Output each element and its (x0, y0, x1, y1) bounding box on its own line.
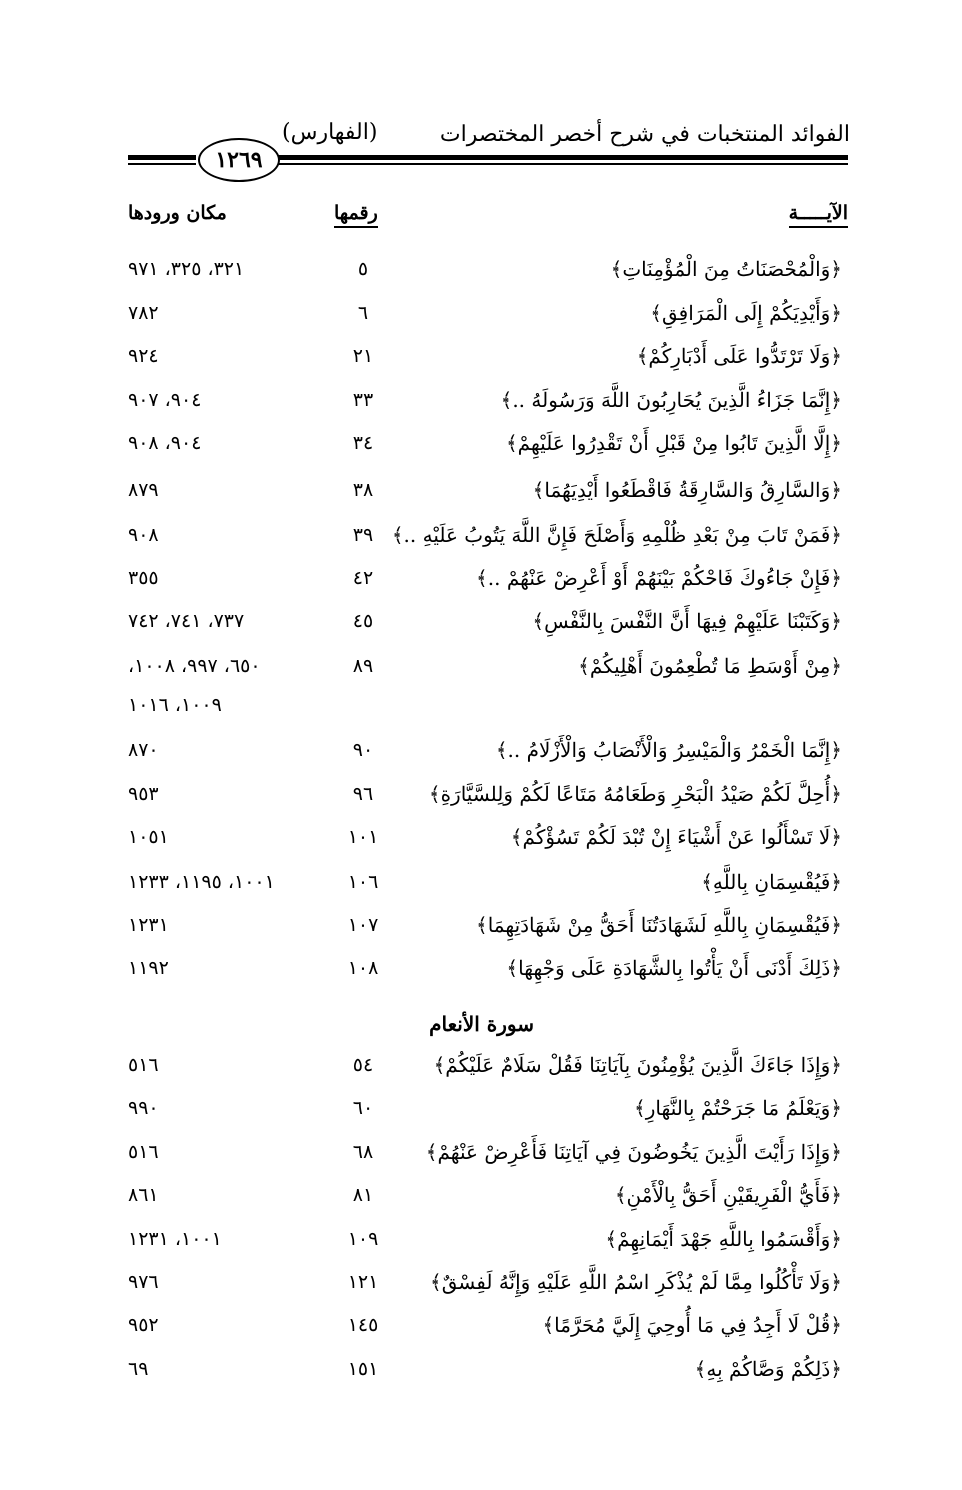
ayah-text: ﴿وَالسَّارِقُ وَالسَّارِقَةُ فَاقْطَعُوا أَيْدِيَهُمَا﴾ (532, 478, 842, 502)
ayah-number: ١٤٥ (347, 1314, 379, 1336)
page-locations: ٩٥٣ (128, 783, 159, 805)
ayah-text: ﴿إِلَّا الَّذِينَ تَابُوا مِنْ قَبْلِ أَنْ تَقْدِرُوا عَلَيْهِمْ﴾ (505, 431, 842, 455)
ayah-number: ٣٨ (352, 479, 374, 501)
page-locations: ١١٩٢ (128, 957, 169, 979)
surah-heading: سورة الأنعام (429, 1012, 534, 1036)
section-title: (الفهارس) (282, 120, 378, 145)
ayah-number: ١٠٩ (347, 1228, 379, 1250)
page-locations: ٦٩ (128, 1358, 149, 1380)
page-locations: ٩٥٢ (128, 1314, 159, 1336)
ayah-text: ﴿وَلَا تَأْكُلُوا مِمَّا لَمْ يُذْكَرِ اسْمُ اللَّهِ عَلَيْهِ وَإِنَّهُ لَفِسْقٌ﴾ (430, 1270, 842, 1294)
ayah-text: ﴿وَأَقْسَمُوا بِاللَّهِ جَهْدَ أَيْمَانِهِمْ﴾ (605, 1227, 842, 1251)
ayah-number: ١٠٦ (347, 871, 379, 893)
ayah-text: ﴿إِنَّمَا الْخَمْرُ وَالْمَيْسِرُ وَالْأَنْصَابُ وَالْأَزْلَامُ ..﴾ (495, 738, 842, 762)
ayah-text: ﴿وَإِذَا رَأَيْتَ الَّذِينَ يَخُوضُونَ فِي آيَاتِنَا فَأَعْرِضْ عَنْهُمْ﴾ (425, 1140, 842, 1164)
ayah-number: ١٢١ (347, 1271, 379, 1293)
column-header-ayah: الآيـــــة (789, 202, 848, 228)
page-locations: ٣٢١، ٣٢٥، ٩٧١ (128, 258, 245, 280)
ayah-text: ﴿مِنْ أَوْسَطِ مَا تُطْعِمُونَ أَهْلِيكُمْ﴾ (578, 654, 842, 678)
ayah-text: ﴿وَلَا تَرْتَدُّوا عَلَى أَدْبَارِكُمْ﴾ (636, 344, 842, 368)
page-locations: ٥١٦ (128, 1141, 159, 1163)
page-locations: ٦٥٠، ٩٩٧، ١٠٠٨، (128, 655, 261, 677)
ayah-number: ٦ (357, 302, 369, 324)
ayah-number: ٨١ (352, 1184, 374, 1206)
page-locations: ١٠٠١، ١٢٣١ (128, 1228, 222, 1250)
page-locations: ١٢٣١ (128, 914, 169, 936)
page-locations: ٧٣٧، ٧٤١، ٧٤٢ (128, 610, 245, 632)
page-locations: ١٠٠٩، ١٠١٦ (128, 694, 222, 716)
ayah-number: ٥٤ (352, 1054, 374, 1076)
header-rule-right-thick (278, 155, 848, 160)
ayah-text: ﴿فَأَيُّ الْفَرِيقَيْنِ أَحَقُّ بِالْأَمْنِ﴾ (614, 1183, 842, 1207)
header-rule-left-thin (128, 163, 196, 165)
ayah-text: ﴿ذَلِكُمْ وَصَّاكُمْ بِهِ﴾ (694, 1357, 842, 1381)
ayah-number: ٩٠ (352, 739, 374, 761)
ayah-text: ﴿فَمَنْ تَابَ مِنْ بَعْدِ ظُلْمِهِ وَأَصْلَحَ فَإِنَّ اللَّهَ يَتُوبُ عَلَيْهِ ..﴾ (391, 523, 842, 547)
ayah-number: ٤٢ (352, 567, 374, 589)
ayah-number: ٣٣ (352, 389, 374, 411)
ayah-text: ﴿وَالْمُحْصَنَاتُ مِنَ الْمُؤْمِنَاتِ﴾ (610, 257, 842, 281)
page-locations: ١٠٠١، ١١٩٥، ١٢٣٣ (128, 871, 275, 893)
ayah-number: ٩٦ (352, 783, 374, 805)
page-locations: ٩٠٤، ٩٠٧ (128, 389, 202, 411)
page-locations: ٧٨٢ (128, 302, 159, 324)
header-rule-left-thick (128, 155, 196, 160)
ayah-number: ٣٩ (352, 524, 374, 546)
ayah-number: ٢١ (352, 345, 374, 367)
ayah-text: ﴿وَأَيْدِيَكُمْ إِلَى الْمَرَافِقِ﴾ (650, 301, 842, 325)
ayah-text: ﴿إِنَّمَا جَزَاءُ الَّذِينَ يُحَارِبُونَ اللَّهَ وَرَسُولَهُ ..﴾ (500, 388, 842, 412)
ayah-text: ﴿وَإِذَا جَاءَكَ الَّذِينَ يُؤْمِنُونَ بِآيَاتِنَا فَقُلْ سَلَامٌ عَلَيْكُمْ﴾ (433, 1053, 842, 1077)
column-header-number: رقمها (334, 202, 378, 228)
ayah-text: ﴿قُلْ لَا أَجِدُ فِي مَا أُوحِيَ إِلَيَّ مُحَرَّمًا﴾ (542, 1313, 842, 1337)
ayah-number: ١٠٨ (347, 957, 379, 979)
ayah-text: ﴿فَإِنْ جَاءُوكَ فَاحْكُمْ بَيْنَهُمْ أَوْ أَعْرِضْ عَنْهُمْ ..﴾ (476, 566, 842, 590)
ayah-number: ٤٥ (352, 610, 374, 632)
ayah-text: ﴿فَيُقْسِمَانِ بِاللَّهِ لَشَهَادَتُنَا أَحَقُّ مِنْ شَهَادَتِهِمَا﴾ (475, 913, 842, 937)
page-locations: ٩٧٦ (128, 1271, 159, 1293)
ayah-text: ﴿وَيَعْلَمُ مَا جَرَحْتُمْ بِالنَّهَارِ﴾ (634, 1096, 842, 1120)
ayah-number: ١٥١ (347, 1358, 379, 1380)
page-locations: ٨٦١ (128, 1184, 159, 1206)
page-locations: ٩٠٤، ٩٠٨ (128, 432, 202, 454)
ayah-text: ﴿أُحِلَّ لَكُمْ صَيْدُ الْبَحْرِ وَطَعَامُهُ مَتَاعًا لَكُمْ وَلِلسَّيَّارَةِ﴾ (428, 782, 842, 806)
ayah-text: ﴿وَكَتَبْنَا عَلَيْهِمْ فِيهَا أَنَّ النَّفْسَ بِالنَّفْسِ﴾ (532, 609, 842, 633)
column-header-location: مكان ورودها (128, 202, 227, 224)
page-locations: ١٠٥١ (128, 826, 169, 848)
ayah-text: ﴿ذَلِكَ أَدْنَى أَنْ يَأْتُوا بِالشَّهَادَةِ عَلَى وَجْهِهَا﴾ (506, 956, 842, 980)
page-locations: ٨٧٠ (128, 739, 159, 761)
ayah-number: ١٠٧ (347, 914, 379, 936)
page-locations: ٥١٦ (128, 1054, 159, 1076)
ayah-text: ﴿لَا تَسْأَلُوا عَنْ أَشْيَاءَ إِنْ تُبْدَ لَكُمْ تَسُؤْكُمْ﴾ (510, 825, 842, 849)
ayah-number: ٦٠ (352, 1097, 374, 1119)
page-locations: ٩٩٠ (128, 1097, 159, 1119)
page-number: ١٢٦٩ (198, 138, 280, 182)
header-rule-right-thin (278, 163, 848, 165)
page-locations: ٨٧٩ (128, 479, 159, 501)
ayah-number: ٨٩ (352, 655, 374, 677)
ayah-text: ﴿فَيُقْسِمَانِ بِاللَّهِ﴾ (701, 870, 842, 894)
page-locations: ٩٢٤ (128, 345, 159, 367)
ayah-number: ٦٨ (352, 1141, 374, 1163)
book-title: الفوائد المنتخبات في شرح أخصر المختصرات (439, 122, 850, 147)
ayah-number: ٣٤ (352, 432, 374, 454)
page-locations: ٣٥٥ (128, 567, 159, 589)
page-locations: ٩٠٨ (128, 524, 159, 546)
ayah-number: ٥ (357, 258, 369, 280)
ayah-number: ١٠١ (347, 826, 379, 848)
